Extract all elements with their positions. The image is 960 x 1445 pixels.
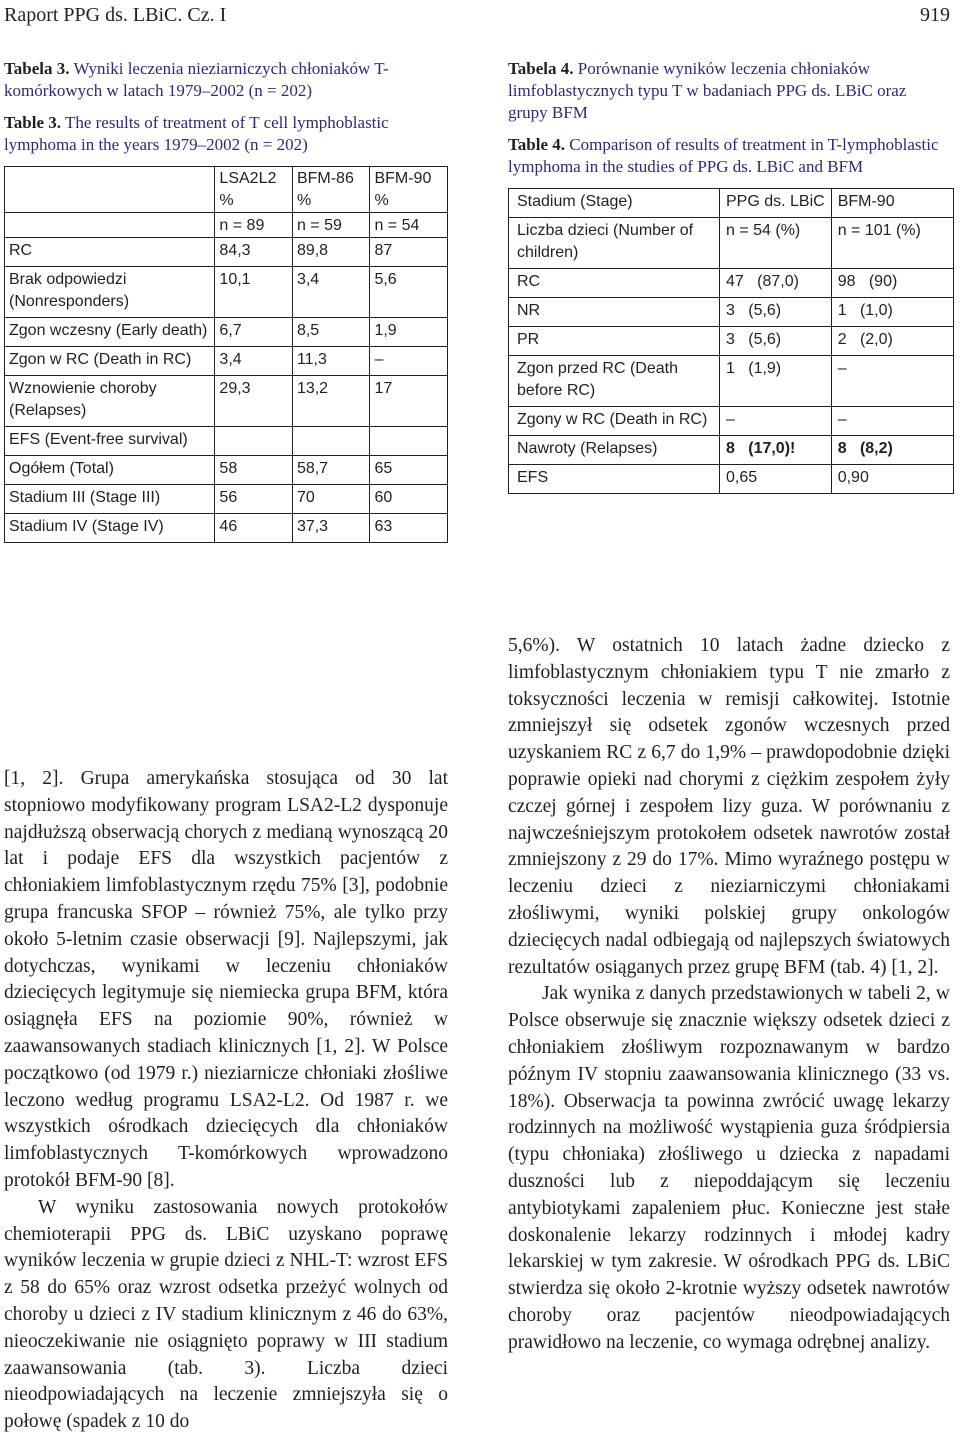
table-cell-ppg: PPG ds. LBiC [720,189,832,218]
table3-caption-pl-text: Wyniki leczenia nieziarniczych chłoniaków T-komórkowych w latach 1979–2002 (n = 202) [4,59,389,100]
table-cell: 5,6 [370,267,448,318]
table-row [5,456,448,485]
table-n-row [5,213,448,238]
table4-caption-en-label: Table 4. [508,135,566,154]
table4-block [508,58,950,494]
row-label: RC [5,238,215,267]
table-cell-bfm: – [831,356,953,407]
table-cell [215,427,293,456]
table-cell: 8,5 [292,318,370,347]
table-cell-bfm: 98 (90) [831,269,953,298]
table-row [5,514,448,543]
table3-caption-pl [4,58,448,102]
row-label: Ogółem (Total) [5,456,215,485]
table-cell: 6,7 [215,318,293,347]
table-cell: 1,9 [370,318,448,347]
table-cell-ppg: 3 (5,6) [720,327,832,356]
body-text-right [508,633,950,1357]
table-cell: 63 [370,514,448,543]
row-label: Wznowienie choroby (Relapses) [5,376,215,427]
table-cell: 87 [370,238,448,267]
table4-caption-pl-label: Tabela 4. [508,59,574,78]
row-label: EFS (Event-free survival) [5,427,215,456]
paragraph: 5,6%). W ostatnich 10 latach żadne dziecko z limfoblastycznym chłoniakiem typu T nie zmarło z toksyczności leczenia w remisji całkowitej. Istotnie zmniejszył się odsetek zgonów wczesnych przed uzyskaniem RC z 6,7 do 1,9% – prawdopodobnie dzięki poprawie opieki nad chorymi z ciężkim zespołem żyły czczej górnej i zespołem lizy guza. W porównaniu z najwcześniejszym protokołem odsetek nawrotów został zmniejszony z 29 do 17%. Mimo wyraźnego postępu w leczeniu dzieci z nieziarniczymi chłoniakami złośliwymi, wyniki polskiej grupy onkologów dziecięcych nadal odbiegają od najlepszych światowych rezultatów osiąganych przez grupę BFM (tab. 4) [1, 2]. [508,635,950,978]
row-label: Brak odpowiedzi (Nonresponders) [5,267,215,318]
table3-caption-en [4,112,448,156]
table-cell-bfm: n = 101 (%) [831,218,953,269]
page-number: 919 [920,4,950,26]
table3 [4,166,448,543]
row-label: Stadium IV (Stage IV) [5,514,215,543]
table-row [509,298,954,327]
row-label: EFS [509,465,720,494]
row-label: Stadium III (Stage III) [5,485,215,514]
table-cell: 37,3 [292,514,370,543]
table-row [509,189,954,218]
running-title: Raport PPG ds. LBiC. Cz. I [4,4,227,26]
table-row [5,427,448,456]
row-label: Nawroty (Relapses) [509,436,720,465]
row-label: Zgon wczesny (Early death) [5,318,215,347]
table4-caption-pl-text: Porównanie wyników leczenia chłoniaków limfoblastycznych typu T w badaniach PPG ds. LBiC oraz grupy BFM [508,59,907,122]
table-cell: 3,4 [292,267,370,318]
n-value: n = 89 [215,213,293,238]
n-value: n = 54 [370,213,448,238]
table-cell: 56 [215,485,293,514]
table-row [509,356,954,407]
table-cell-bfm: BFM-90 [831,189,953,218]
table-row [509,327,954,356]
table-cell [370,427,448,456]
column-header: BFM-86 % [292,167,370,213]
body-text-left [4,766,448,1436]
column-header: BFM-90 % [370,167,448,213]
row-label: PR [509,327,720,356]
table-cell: 89,8 [292,238,370,267]
paragraph: [1, 2]. Grupa amerykańska stosująca od 30 lat stopniowo modyfikowany program LSA2-L2 dysponuje najdłuższą obserwacją chorych z medianą wynoszącą 20 lat i podaje EFS dla wszystkich pacjentów z chłoniakiem limfoblastycznym rzędu 75% [3], podobnie grupa francuska SFOP – również 75%, ale tylko przy około 5-letnim czasie obserwacji [9]. Najlepszymi, jak dotychczas, wynikami w leczeniu chłoniaków dziecięcych legitymuje się niemiecka grupa BFM, która osiągnęła EFS na poziomie 90%, również w zaawansowanych stadiach klinicznych [1, 2]. W Polsce początkowo (od 1979 r.) nieziarnicze chłoniaki złośliwe leczono według programu LSA2-L2. Od 1987 r. we wszystkich ośrodkach dziecięcych dla chłoniaków limfoblastycznych T-komórkowych wprowadzono protokół BFM-90 [8]. [4,768,448,1191]
table-cell-ppg: 3 (5,6) [720,298,832,327]
table-cell-ppg: 47 (87,0) [720,269,832,298]
table-cell-ppg: n = 54 (%) [720,218,832,269]
table-cell: 3,4 [215,347,293,376]
table-cell-ppg: – [720,407,832,436]
table4-caption-en-text: Comparison of results of treatment in T-lymphoblastic lymphoma in the studies of PPG ds. LBiC and BFM [508,135,939,176]
table-cell: 58,7 [292,456,370,485]
row-label: NR [509,298,720,327]
table-cell: 58 [215,456,293,485]
table-header-row [5,167,448,213]
row-label: Stadium (Stage) [509,189,720,218]
table-cell-bfm: 8 (8,2) [831,436,953,465]
table3-caption-en-label: Table 3. [4,113,62,132]
table-cell-ppg: 1 (1,9) [720,356,832,407]
table-cell: 46 [215,514,293,543]
table-cell: 11,3 [292,347,370,376]
table-row [5,267,448,318]
table-cell: 10,1 [215,267,293,318]
row-label: RC [509,269,720,298]
table-cell-bfm: – [831,407,953,436]
table-row [5,238,448,267]
table-cell [292,427,370,456]
table-cell: 29,3 [215,376,293,427]
table-row [5,318,448,347]
table-cell: 84,3 [215,238,293,267]
table-cell: – [370,347,448,376]
paragraph: W wyniku zastosowania nowych protokołów chemioterapii PPG ds. LBiC uzyskano poprawę wyników leczenia w grupie dzieci z NHL-T: wzrost EFS z 58 do 65% oraz wzrost odsetka przeżyć wolnych od choroby u dzieci z IV stadium klinicznym z 46 do 63%, nieoczekiwanie nie osiągnięto poprawy w III stadium zaawansowania (tab. 3). Liczba dzieci nieodpowiadających na leczenie zmniejszyła się o połowę (spadek z 10 do [4,1196,448,1433]
table-cell: 60 [370,485,448,514]
table-cell: 13,2 [292,376,370,427]
table4-caption-pl [508,58,950,124]
table-row [509,407,954,436]
row-label: Zgon w RC (Death in RC) [5,347,215,376]
row-label: Zgony w RC (Death in RC) [509,407,720,436]
table3-block [4,58,448,543]
n-value: n = 59 [292,213,370,238]
table-row [509,436,954,465]
table-row [509,465,954,494]
table4-caption-en [508,134,950,178]
table-row [5,485,448,514]
table-cell-ppg: 8 (17,0)! [720,436,832,465]
table-cell-bfm: 1 (1,0) [831,298,953,327]
table-cell: 65 [370,456,448,485]
column-header: LSA2L2 % [215,167,293,213]
paragraph: Jak wynika z danych przedstawionych w tabeli 2, w Polsce obserwuje się znacznie większy odsetek dzieci z chłoniakiem złośliwym rozpoznawanym w bardzo późnym IV stopniu zaawansowania klinicznego (33 vs. 18%). Obserwacja ta powinna zwrócić uwagę lekarzy rodzinnych na możliwość wystąpienia guza śródpiersia (typu chłoniaka) złośliwego u dziecka z napadami duszności lub z niepoddającym się leczeniu antybiotykami zapaleniem płuc. Konieczne jest stałe doskonalenie lekarzy rodzinnych i młodej kadry lekarskiej w tym zakresie. W ośrodkach PPG ds. LBiC stwierdza się około 2-krotnie wyższy odsetek nawrotów choroby oraz pacjentów nieodpowiadających prawidłowo na leczenie, co wymaga odrębnej analizy. [508,983,950,1353]
table4 [508,188,954,494]
table3-caption-pl-label: Tabela 3. [4,59,70,78]
table-cell: 17 [370,376,448,427]
table-row [509,218,954,269]
table-row [5,376,448,427]
row-label: Liczba dzieci (Number of children) [509,218,720,269]
table-cell-ppg: 0,65 [720,465,832,494]
table-cell: 70 [292,485,370,514]
table-cell-bfm: 2 (2,0) [831,327,953,356]
row-label: Zgon przed RC (Death before RC) [509,356,720,407]
table-row [5,347,448,376]
table-header-empty [5,213,215,238]
table-header-empty [5,167,215,213]
table-cell-bfm: 0,90 [831,465,953,494]
table3-caption-en-text: The results of treatment of T cell lymphoblastic lymphoma in the years 1979–2002 (n = 202) [4,113,389,154]
page-header [4,4,950,27]
table-row [509,269,954,298]
